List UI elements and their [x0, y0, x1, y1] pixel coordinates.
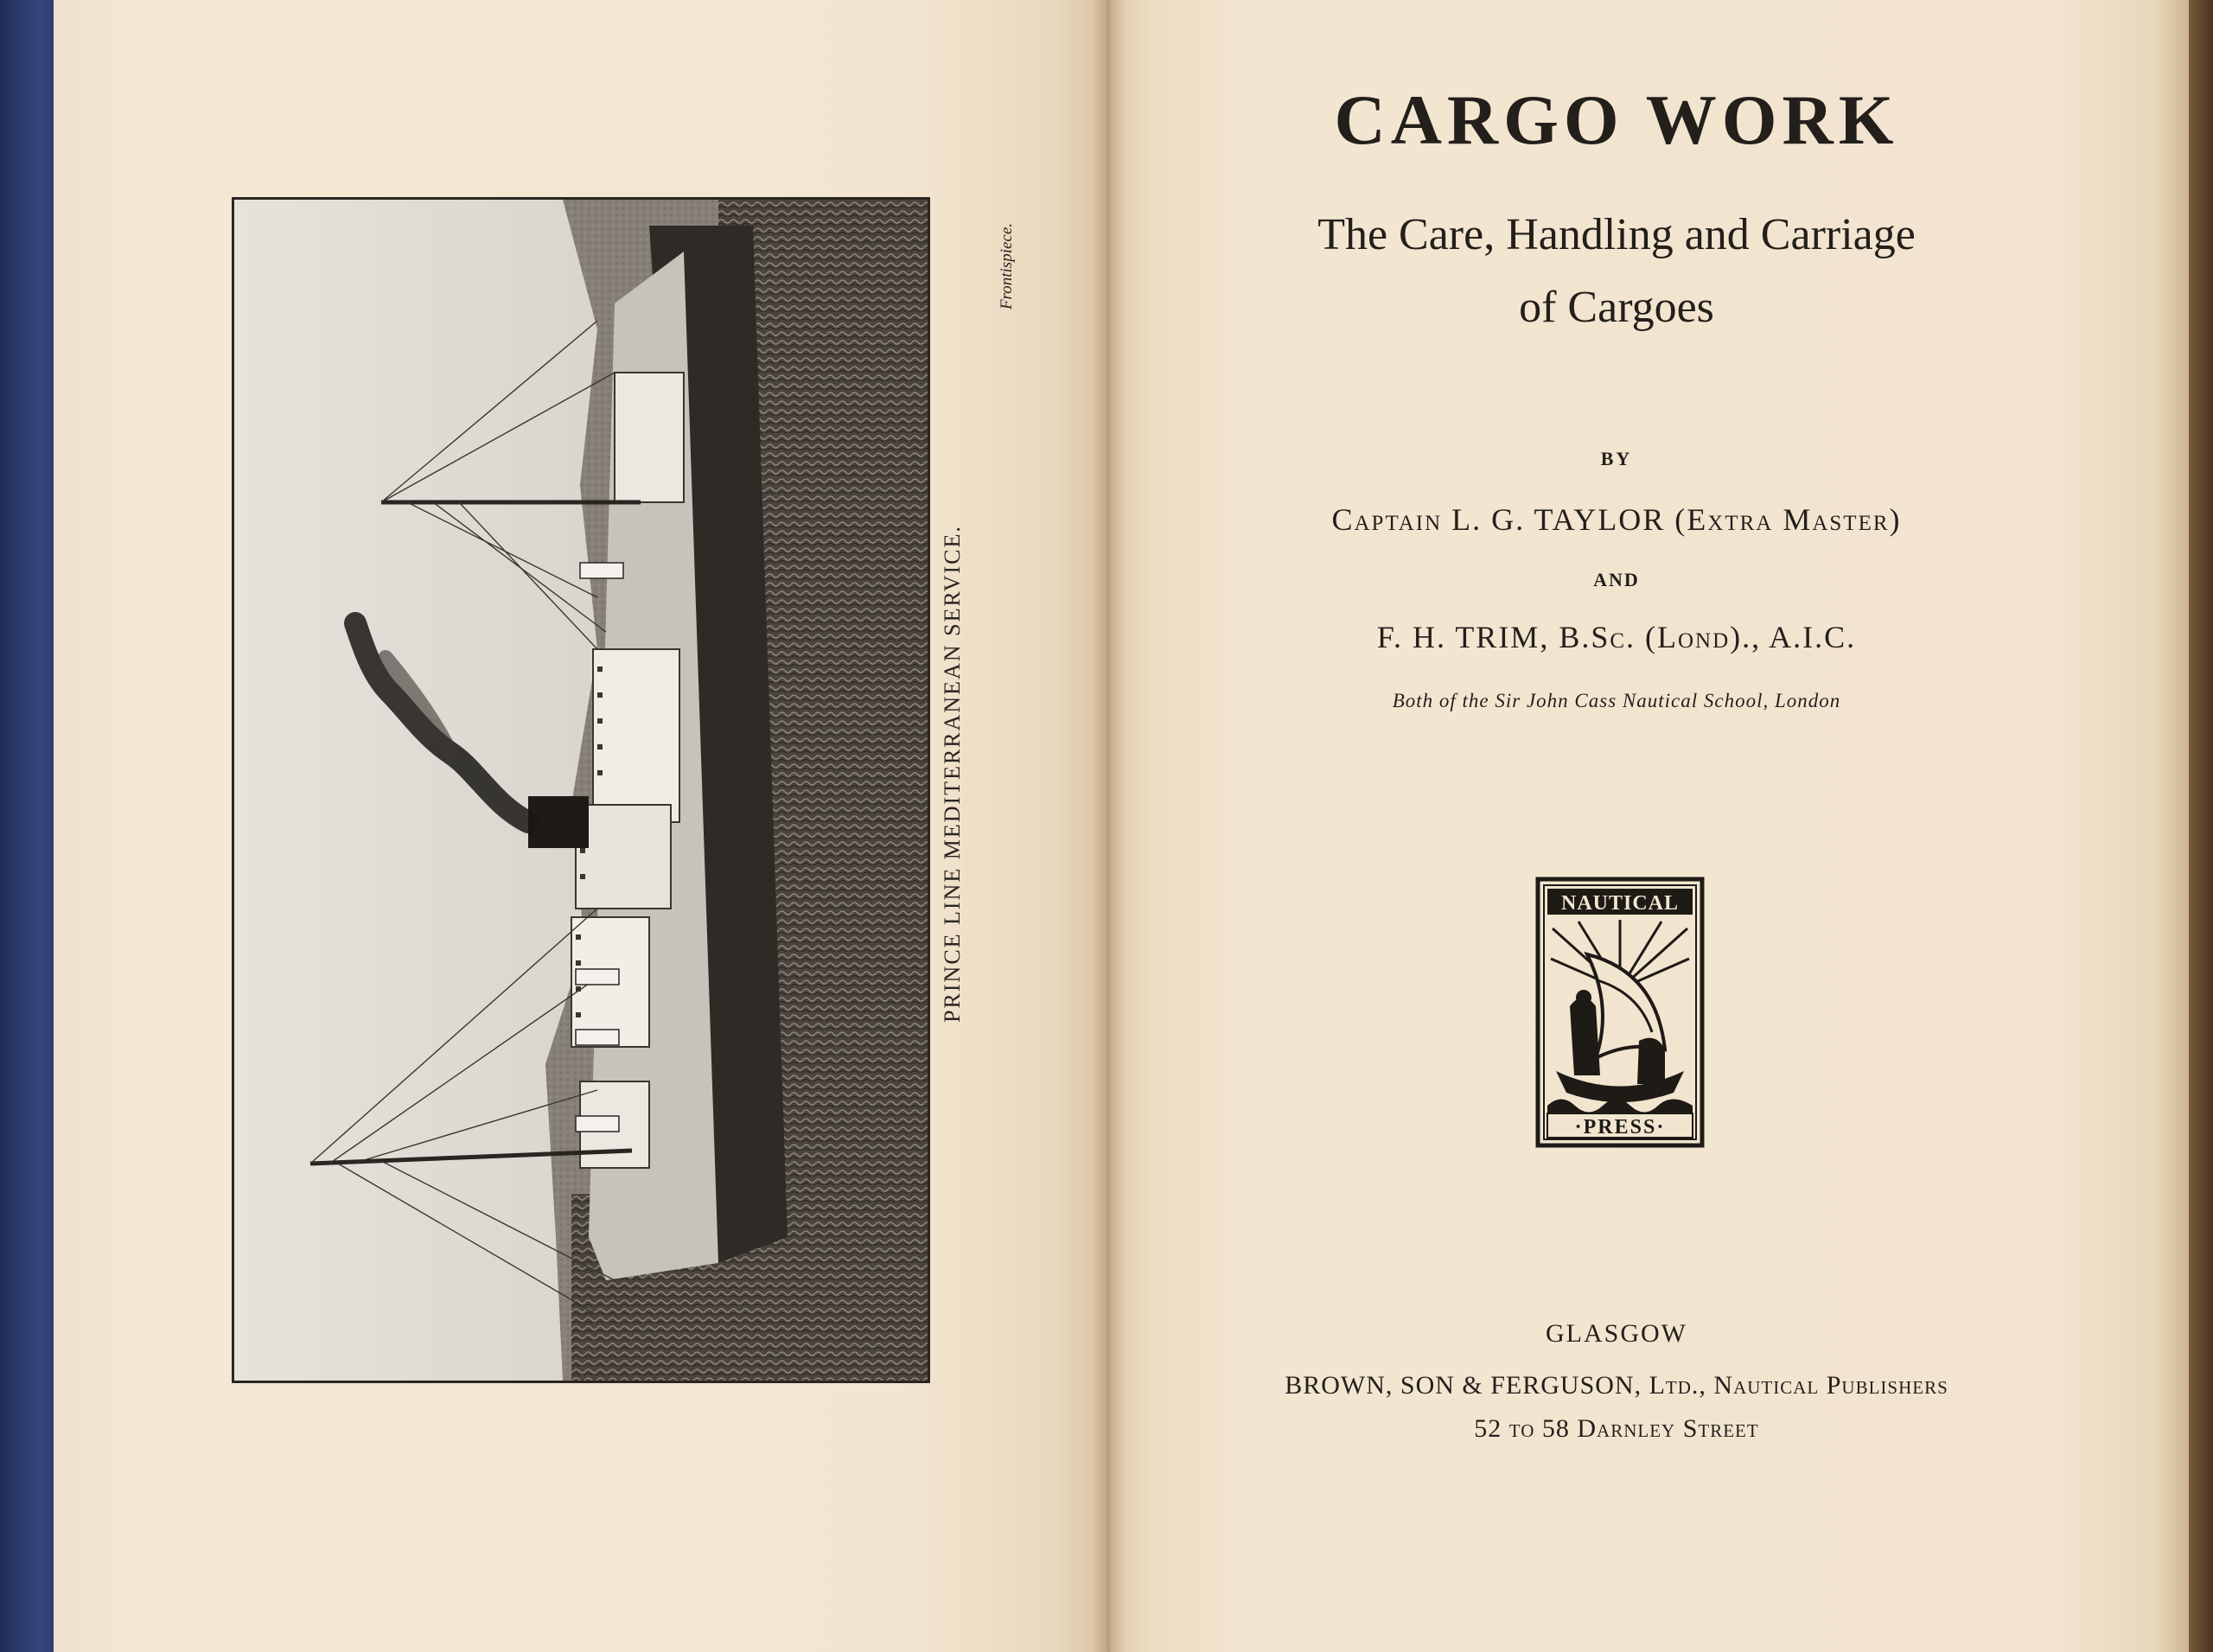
book-gutter — [1091, 0, 1126, 1652]
author-2: F. H. TRIM, B.Sc. (Lond)., A.I.C. — [1376, 620, 1857, 654]
author-1: Captain L. G. TAYLOR (Extra Master) — [1331, 502, 1902, 537]
book-title: CARGO WORK — [1334, 80, 1899, 159]
and-label: AND — [1593, 569, 1640, 590]
publisher-city: GLASGOW — [1546, 1319, 1687, 1348]
nautical-press-logo — [1535, 877, 1705, 1148]
book-subtitle-line1: The Care, Handling and Carriage — [1317, 210, 1916, 259]
by-label: BY — [1600, 448, 1633, 469]
book-subtitle-line2: of Cargoes — [1519, 283, 1714, 332]
sailing-ship-icon — [1535, 877, 1705, 1148]
logo-top-text: NAUTICAL — [1560, 892, 1680, 915]
frontispiece-label-text: Frontispiece. — [998, 222, 1016, 310]
logo-bottom-text: ·PRESS· — [1574, 1116, 1666, 1139]
publisher-name: BROWN, SON & FERGUSON, Ltd., Nautical Publishers — [1285, 1371, 1948, 1400]
book-cover-edge-right — [2189, 0, 2213, 1652]
author-affiliation: Both of the Sir John Cass Nautical School, London — [1392, 690, 1841, 711]
ship-photo-illustration — [234, 200, 928, 1381]
frontispiece-photo — [232, 197, 930, 1383]
caption-text: PRINCE LINE MEDITERRANEAN SERVICE. — [940, 525, 965, 1023]
publisher-address: 52 to 58 Darnley Street — [1474, 1414, 1759, 1443]
